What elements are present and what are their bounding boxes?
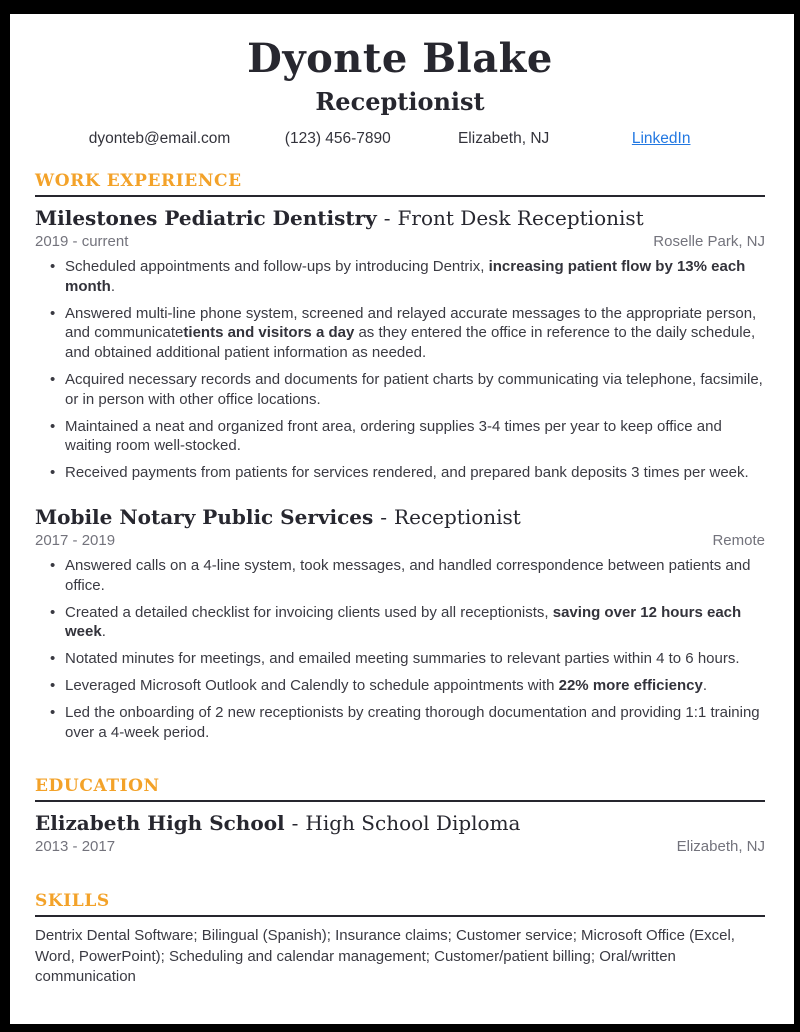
job-role: Front Desk Receptionist bbox=[397, 206, 644, 230]
job-location: Roselle Park, NJ bbox=[653, 233, 765, 250]
bullet-item: • Answered multi-line phone system, screened and relayed accurate messages to the appropriate person, and communicatetients and visitors a day as they entered the office in reference to the daily schedule, and obtained additional patient information as needed. bbox=[35, 304, 765, 363]
bullet-item: • Answered calls on a 4-line system, took messages, and handled correspondence between patients and office. bbox=[35, 556, 765, 596]
skills-text: Dentrix Dental Software; Bilingual (Spanish); Insurance claims; Customer service; Microsoft Office (Excel, Word, PowerPoint); Scheduling and calendar management; Customer/patient billing; Oral/written communication bbox=[35, 927, 735, 986]
separator: - bbox=[380, 504, 388, 529]
bullet-item: • Maintained a neat and organized front area, ordering supplies 3-4 times per year to keep office and waiting room well-stocked. bbox=[35, 417, 765, 457]
job-bullet-list bbox=[35, 257, 765, 483]
contact-email: dyonteb@email.com bbox=[88, 130, 231, 147]
education-location: Elizabeth, NJ bbox=[676, 838, 765, 856]
education-entry bbox=[35, 811, 765, 855]
school-name: Elizabeth High School bbox=[35, 811, 285, 836]
contact-phone: (123) 456-7890 bbox=[284, 130, 391, 147]
job-meta bbox=[35, 532, 765, 549]
bullet-item: • Scheduled appointments and follow-ups by introducing Dentrix, increasing patient flow by 13% each month. bbox=[35, 257, 765, 297]
bullet-item: • Notated minutes for meetings, and emailed meeting summaries to relevant parties within 4 to 6 hours. bbox=[35, 649, 765, 669]
separator: - bbox=[291, 811, 299, 836]
job-title-line bbox=[35, 505, 765, 529]
job-entry-milestones bbox=[35, 206, 765, 483]
job-location: Remote bbox=[712, 531, 765, 549]
job-dates: 2019 - current bbox=[35, 233, 129, 250]
job-title-line bbox=[35, 206, 765, 230]
education-dates: 2013 - 2017 bbox=[35, 838, 116, 856]
bullet-item: • Leveraged Microsoft Outlook and Calendly to schedule appointments with 22% more efficiency. bbox=[35, 676, 765, 696]
job-company: Milestones Pediatric Dentistry bbox=[35, 206, 377, 230]
job-bullet-list bbox=[35, 556, 765, 742]
linkedin-link[interactable]: LinkedIn bbox=[631, 130, 691, 147]
section-heading-work-experience: WORK EXPERIENCE bbox=[35, 171, 765, 197]
degree-name: High School Diploma bbox=[305, 811, 521, 836]
job-company: Mobile Notary Public Services bbox=[35, 504, 374, 529]
resume-page bbox=[10, 14, 794, 1024]
candidate-name: Dyonte Blake bbox=[247, 35, 553, 82]
job-dates: 2017 - 2019 bbox=[35, 531, 116, 549]
section-heading-skills: SKILLS bbox=[35, 891, 765, 917]
education-title-line bbox=[35, 811, 765, 835]
section-heading-education: EDUCATION bbox=[35, 776, 765, 802]
education-meta bbox=[35, 838, 765, 855]
bullet-item: • Acquired necessary records and documents for patient charts by communicating via telephone, facsimile, or in person with other office locations. bbox=[35, 370, 765, 410]
bullet-item: • Received payments from patients for services rendered, and prepared bank deposits 3 times per week. bbox=[35, 463, 765, 483]
bullet-item: • Created a detailed checklist for invoicing clients used by all receptionists, saving over 12 hours each week. bbox=[35, 603, 765, 643]
bullet-item: • Led the onboarding of 2 new receptionists by creating thorough documentation and providing 1:1 training over a 4-week period. bbox=[35, 703, 765, 743]
job-entry-mobile-notary bbox=[35, 505, 765, 742]
contact-row bbox=[64, 130, 736, 148]
job-meta bbox=[35, 233, 765, 250]
contact-location: Elizabeth, NJ bbox=[457, 130, 550, 147]
candidate-title: Receptionist bbox=[315, 87, 485, 116]
separator: - bbox=[383, 206, 391, 230]
job-role: Receptionist bbox=[394, 504, 521, 529]
